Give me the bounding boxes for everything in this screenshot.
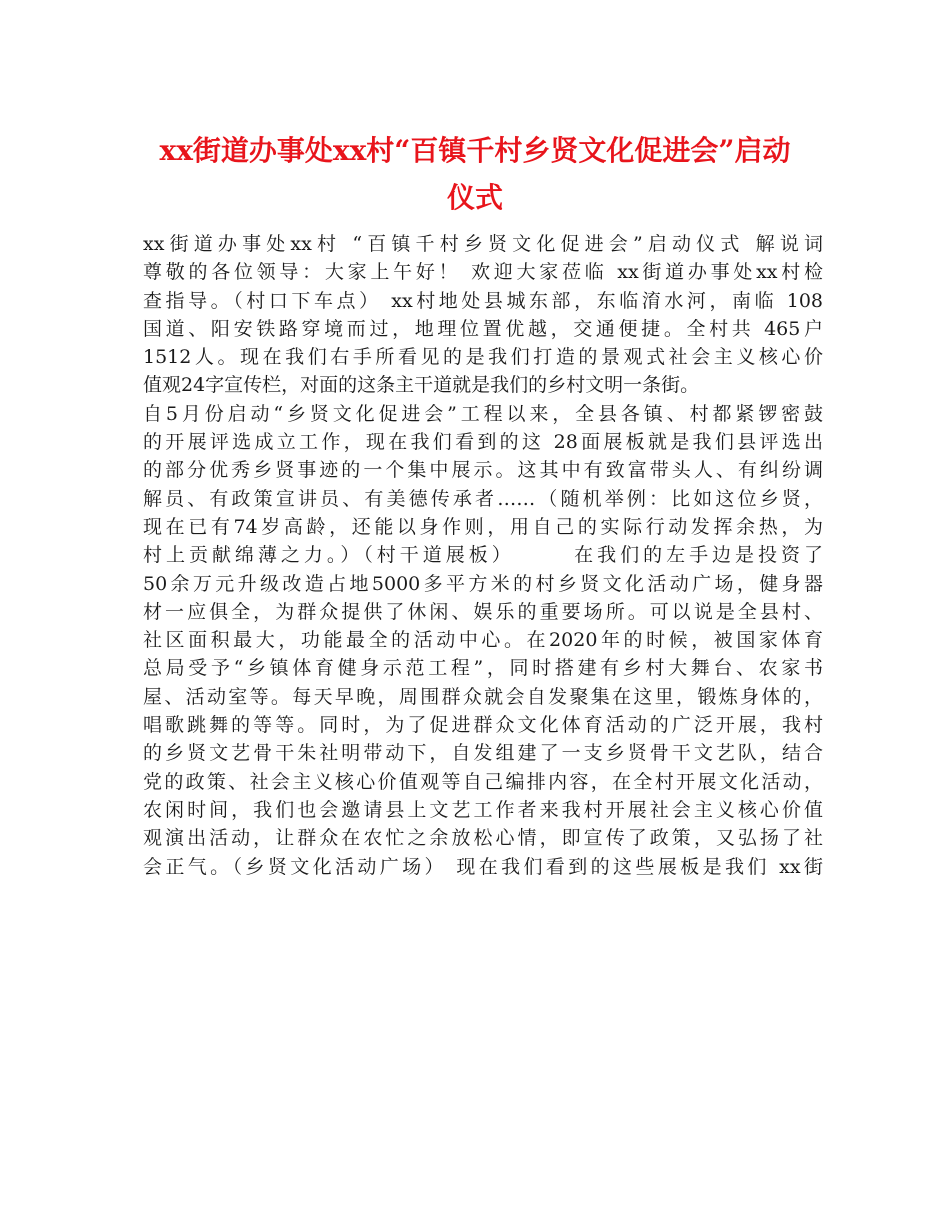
- body-line: 村上贡献绵薄之力。）（村干道展板） 在我们的左手边是投资了: [143, 544, 823, 567]
- body-line: 的部分优秀乡贤事迹的一个集中展示。这其中有致富带头人、有纠纷调: [143, 459, 823, 482]
- body-line: 总局受予“乡镇体育健身示范工程”，同时搭建有乡村大舞台、农家书: [143, 657, 823, 680]
- body-line: 解员、有政策宣讲员、有美德传承者……（随机举例：比如这位乡贤，: [143, 487, 823, 510]
- document-body: [143, 230, 823, 881]
- body-line: 尊敬的各位领导：大家上午好！ 欢迎大家莅临 xx街道办事处xx村检: [143, 261, 823, 284]
- body-line: 50余万元升级改造占地5000多平方米的村乡贤文化活动广场，健身器: [143, 572, 823, 595]
- body-line: 国道、阳安铁路穿境而过，地理位置优越，交通便捷。全村共 465户: [143, 317, 823, 340]
- body-line: 屋、活动室等。每天早晚，周围群众就会自发聚集在这里，锻炼身体的，: [143, 685, 823, 708]
- body-line: 的开展评选成立工作，现在我们看到的这 28面展板就是我们县评选出: [143, 431, 823, 454]
- body-line: 党的政策、社会主义核心价值观等自己编排内容，在全村开展文化活动，: [143, 770, 823, 793]
- body-line: 1512人。现在我们右手所看见的是我们打造的景观式社会主义核心价: [143, 346, 823, 369]
- body-line: 会正气。（乡贤文化活动广场） 现在我们看到的这些展板是我们 xx街: [143, 855, 823, 878]
- body-line: 现在已有74岁高龄，还能以身作则，用自己的实际行动发挥余热，为: [143, 515, 823, 538]
- body-line: 观演出活动，让群众在农忙之余放松心情，即宣传了政策，又弘扬了社: [143, 827, 823, 850]
- document-title-line-2: 仪式: [446, 181, 503, 214]
- body-line: 唱歌跳舞的等等。同时，为了促进群众文化体育活动的广泛开展，我村: [143, 714, 823, 737]
- body-line: 农闲时间，我们也会邀请县上文艺工作者来我村开展社会主义核心价值: [143, 798, 823, 821]
- body-line: 的乡贤文艺骨干朱社明带动下，自发组建了一支乡贤骨干文艺队，结合: [143, 742, 823, 765]
- body-line: 查指导。（村口下车点） xx村地处县城东部，东临淯水河，南临 108: [143, 289, 823, 312]
- body-line: 社区面积最大，功能最全的活动中心。在2020年的时候，被国家体育: [143, 629, 823, 652]
- body-line: xx街道办事处xx村 “百镇千村乡贤文化促进会”启动仪式 解说词: [143, 233, 823, 255]
- document-title-line-1: xx街道办事处xx村“百镇千村乡贤文化促进会”启动: [159, 134, 791, 167]
- body-line: 值观24字宣传栏，对面的这条主干道就是我们的乡村文明一条街。: [143, 374, 700, 397]
- body-line: 材一应俱全，为群众提供了休闲、娱乐的重要场所。可以说是全县村、: [143, 600, 823, 623]
- body-line: 自5月份启动“乡贤文化促进会”工程以来，全县各镇、村都紧锣密鼓: [143, 402, 823, 425]
